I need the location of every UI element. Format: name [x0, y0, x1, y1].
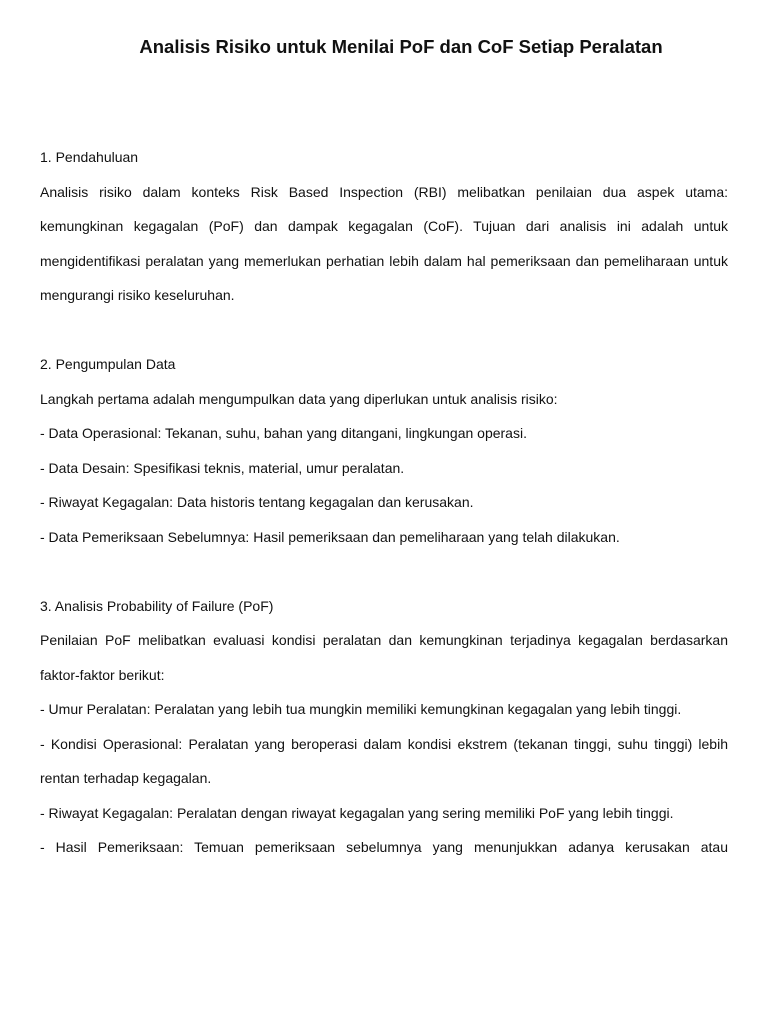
- paragraph: Analisis risiko dalam konteks Risk Based Inspection (RBI) melibatkan penilaian dua aspek utama: kemungkinan kegagalan (PoF) dan dampak kegagalan (CoF). Tujuan dari analisis ini adalah untuk mengidentifikasi peralatan yang memerlukan perhatian lebih dalam hal pemeriksaan dan pemeliharaan untuk mengurangi risiko keseluruhan.: [40, 183, 728, 303]
- list-item: - Umur Peralatan: Peralatan yang lebih tua mungkin memiliki kemungkinan kegagalan yang lebih tinggi.: [40, 701, 682, 717]
- list-item: - Data Pemeriksaan Sebelumnya: Hasil pemeriksaan dan pemeliharaan yang telah dilakukan.: [40, 528, 620, 545]
- spacer: [40, 313, 728, 348]
- document-body: [40, 140, 728, 865]
- section-heading: 1. Pendahuluan: [40, 149, 139, 165]
- section-heading: 2. Pengumpulan Data: [40, 356, 176, 372]
- section-pengumpulan-data: [40, 347, 728, 554]
- section-pendahuluan: [40, 140, 728, 313]
- spacer: [40, 554, 728, 589]
- paragraph: Langkah pertama adalah mengumpulkan data yang diperlukan untuk analisis risiko:: [40, 390, 558, 407]
- document-title: Analisis Risiko untuk Menilai PoF dan CoF Setiap Peralatan: [139, 36, 663, 57]
- list-item: - Riwayat Kegagalan: Data historis tentang kegagalan dan kerusakan.: [40, 494, 474, 510]
- list-item: - Data Operasional: Tekanan, suhu, bahan yang ditangani, lingkungan operasi.: [40, 425, 527, 441]
- list-item: - Kondisi Operasional: Peralatan yang beroperasi dalam kondisi ekstrem (tekanan tinggi, suhu tinggi) lebih rentan terhadap kegagalan.: [40, 735, 728, 786]
- section-heading: 3. Analisis Probability of Failure (PoF): [40, 597, 274, 614]
- paragraph: Penilaian PoF melibatkan evaluasi kondisi peralatan dan kemungkinan terjadinya kegagalan berdasarkan faktor-faktor berikut:: [40, 632, 728, 683]
- list-item: - Hasil Pemeriksaan: Temuan pemeriksaan sebelumnya yang menunjukkan adanya kerusakan atau: [40, 839, 728, 855]
- section-analisis-pof: [40, 589, 728, 865]
- list-item: - Data Desain: Spesifikasi teknis, material, umur peralatan.: [40, 459, 405, 476]
- list-item: - Riwayat Kegagalan: Peralatan dengan riwayat kegagalan yang sering memiliki PoF yang lebih tinggi.: [40, 804, 674, 821]
